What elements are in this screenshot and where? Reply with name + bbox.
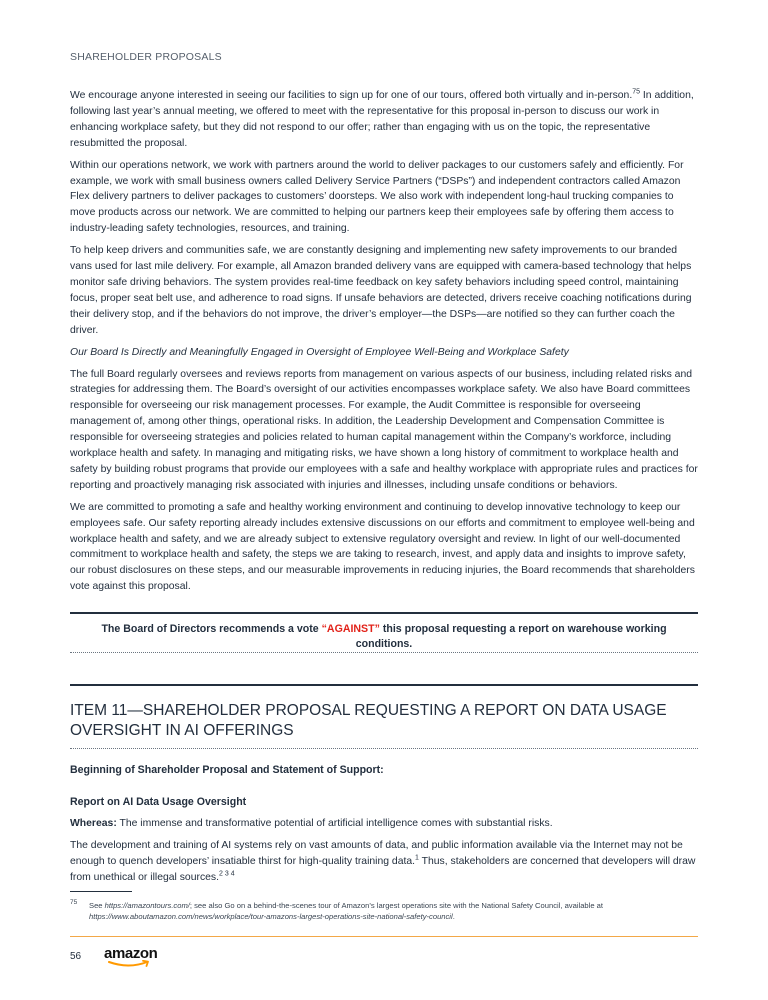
footnote-end: . — [452, 912, 455, 921]
footnote-number: 75 — [70, 899, 78, 906]
paragraph-drivers: To help keep drivers and communities safe, we are constantly designing and implementing new safety improvements to our branded vans used for last mile delivery. For example, all Amazon branded delivery vans are equipped with camera-based technology that helps monitor safe driving behaviors. The system provides real-time feedback on key safety behaviors including speed control, maintaining focus, proper seat belt use, and adherence to road signs. If unsafe behaviors are detected, drivers receive coaching notifications during their delivery stop, and if the behaviors do not improve, the driver’s employer—the DSPs—are notified so they can further coach the driver. — [70, 245, 692, 336]
footnote-ref-75[interactable]: 75 — [632, 88, 641, 96]
board-recommendation-box — [70, 612, 698, 651]
footnote-ref-2-3-4[interactable]: 2 3 4 — [219, 870, 235, 878]
item-divider — [70, 684, 698, 686]
body-text — [70, 88, 698, 601]
paragraph-board: The full Board regularly oversees and reviews reports from management on various aspects of our business, including related risks and strategies for addressing them. The Board’s oversight of our activities encompasses workplace safety. We also have Board committees responsible for overseeing our risk management processes. For example, the Audit Committee is responsible for overseeing management of, among other things, operational risks. In addition, the Leadership Development and Compensation Committee is responsible for overseeing strategies and policies related to human capital management within the Company’s workforce, including workplace health and safety. In managing and mitigating risks, we have shown a long history of commitment to workplace health and safety by building robust programs that provide our employees with a safe and healthy workplace with appropriate rules and practices for reporting and proactively managing risk associated with injuries and illnesses, including unsafe conditions or behaviors. — [70, 368, 698, 491]
proposal-text — [70, 816, 698, 892]
whereas-paragraph — [70, 816, 698, 832]
footnote-body — [89, 900, 698, 922]
development-text-cont: Thus, stakeholders are concerned that developers will draw from unethical or illegal sources. — [70, 855, 696, 883]
report-title-heading: Report on AI Data Usage Oversight — [70, 796, 247, 808]
amazon-logo-wordmark: amazon — [104, 945, 158, 962]
section-header: SHAREHOLDER PROPOSALS — [70, 51, 222, 63]
recommendation-after: this proposal requesting a report on warehouse working conditions. — [355, 623, 667, 650]
development-paragraph — [70, 838, 698, 886]
beginning-of-proposal-heading: Beginning of Shareholder Proposal and Statement of Support: — [70, 764, 384, 776]
subheading-board-oversight: Our Board Is Directly and Meaningfully Engaged in Oversight of Employee Well-Being and Workplace Safety — [70, 346, 569, 358]
footnote-middle: ; see also Go on a behind-the-scenes tour of Amazon’s largest operations site with the National Safety Council, available at — [189, 901, 604, 910]
footnote-link-amazontours[interactable]: https://amazontours.com/ — [104, 901, 190, 910]
paragraph-commitment: We are committed to promoting a safe and healthy working environment and continuing to develop innovative technology to keep our employees safe. Our safety reporting already includes extensive discussions on our efforts and commitment to employee well-being and workplace health and safety, and we are already subject to extensive regulatory oversight and review. In light of our well-documented commitment to workplace health and safety, the steps we are taking to research, invest, and apply data and insights to improve safety, our robust disclosures on these steps, and our measurable improvements in reducing injuries, the Board recommends that shareholders vote against this proposal. — [70, 501, 695, 593]
footnote-rule — [70, 891, 132, 892]
paragraph-tours — [70, 88, 698, 152]
amazon-logo — [104, 946, 164, 970]
footer-rule — [70, 936, 698, 937]
footnote-link-aboutamazon[interactable]: https://www.aboutamazon.com/news/workplace/tour-amazons-largest-operations-site-national-safety-council — [89, 912, 453, 921]
recommendation-before: The Board of Directors recommends a vote — [101, 623, 322, 635]
dotted-divider — [70, 652, 698, 653]
board-recommendation — [80, 622, 688, 651]
paragraph-tours-text: We encourage anyone interested in seeing our facilities to sign up for one of our tours, offered both virtually and in-person. — [70, 90, 633, 101]
paragraph-tours-text-cont: In addition, following last year’s annual meeting, we offered to meet with the representative for this proposal in-person to discuss our work in enhancing workplace safety, but they did not respond to our offer; rather than engaging with us on the topic, the representative resubmitted the proposal. — [70, 90, 694, 149]
paragraph-partners: Within our operations network, we work with partners around the world to deliver packages to our customers safely and efficiently. For example, we work with small business owners called Delivery Service Partners (“DSPs”) and independent contractors called Amazon Flex delivery partners to deliver packages to customers’ doorsteps. We also work with independent long-haul trucking companies to move products across our network. We are committed to helping our partners keep their employees safe by offering them access to industry-leading safety technologies, resources, and training. — [70, 159, 684, 235]
footnote-75 — [70, 900, 698, 922]
development-text: The development and training of AI systems rely on vast amounts of data, and public information available via the Internet may not be enough to quench developers’ insatiable thirst for high-quality training data. — [70, 839, 683, 867]
footnote-ref-1[interactable]: 1 — [415, 854, 419, 862]
whereas-text: The immense and transformative potential of artificial intelligence comes with substantial risks. — [116, 818, 553, 829]
page-number: 56 — [70, 951, 82, 962]
whereas-label: Whereas: — [70, 818, 117, 829]
recommendation-against: “AGAINST” — [321, 623, 380, 635]
footnote-see: See — [89, 901, 105, 910]
dotted-divider — [70, 748, 698, 749]
item-11-title: ITEM 11—SHAREHOLDER PROPOSAL REQUESTING A REPORT ON DATA USAGE OVERSIGHT IN AI OFFERINGS — [70, 702, 667, 739]
